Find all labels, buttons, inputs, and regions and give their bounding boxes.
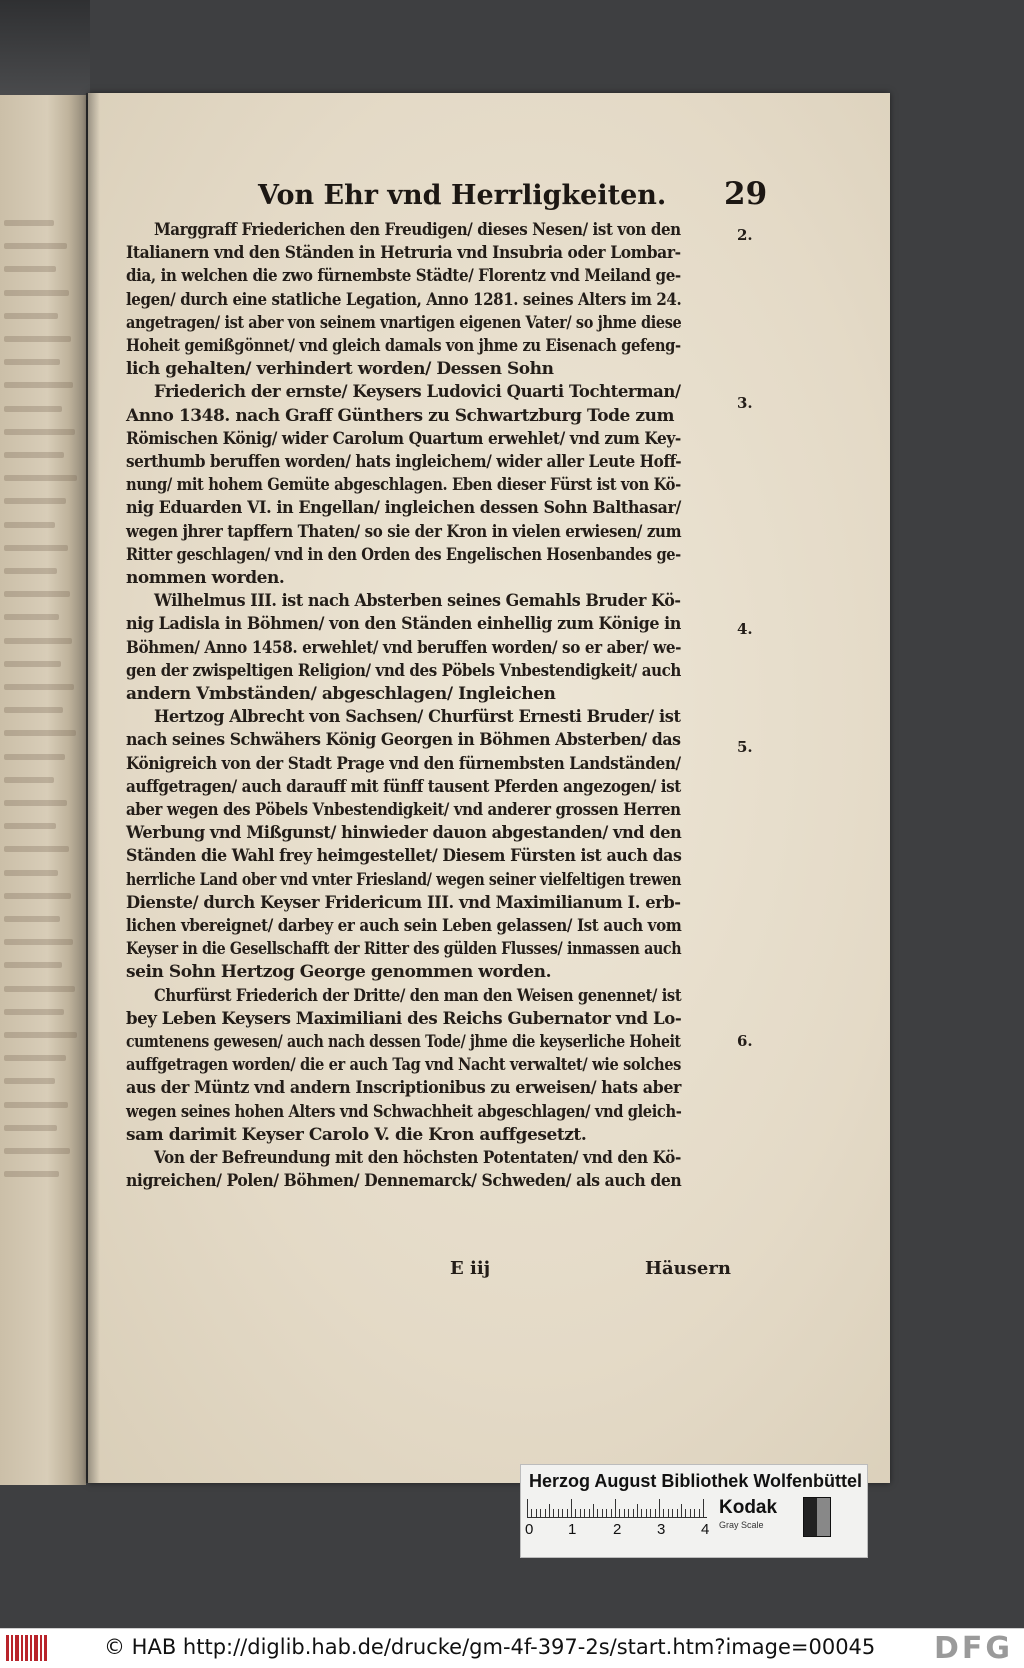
ruler-tick [646,1509,647,1517]
ruler-tick [536,1509,537,1517]
ruler-tick [562,1509,563,1517]
text-line: Dienste/ durch Keyser Fridericum III. vnd Maximilianum I. erb- [126,892,681,913]
facing-page-bleed [4,800,67,806]
text-line: wegen seines hohen Alters vnd Schwachheit abgeschlagen/ vnd gleich- [126,1101,682,1122]
margin-number: 5. [737,738,753,756]
ruler-tick [602,1509,603,1517]
facing-page-bleed [4,545,68,551]
gray-patch [803,1497,831,1537]
ruler-tick [668,1509,669,1517]
logo-bar [34,1635,38,1661]
ruler-tick [672,1509,673,1517]
ruler-tick [685,1509,686,1517]
text-line: wegen jhrer tapffern Thaten/ so sie der Kron in vielen erwiesen/ zum [126,521,682,542]
ruler-tick [663,1509,664,1517]
facing-page-bleed [4,591,70,597]
page-gutter-shadow [86,93,100,1483]
text-line: Keyser in die Gesellschafft der Ritter des gülden Flusses/ inmassen auch [126,939,682,960]
ruler-tick [690,1509,691,1517]
facing-page-bleed [4,823,56,829]
text-line: serthumb beruffen worden/ hats ingleichem/ wider aller Leute Hoff- [126,452,682,472]
ruler-tick [589,1509,590,1517]
margin-number: 4. [737,620,753,638]
ruler-tick [611,1509,612,1517]
facing-page-bleed [4,290,69,296]
margin-number: 6. [737,1032,753,1050]
ruler-tick [628,1509,629,1517]
kodak-brand: Kodak [719,1497,778,1518]
facing-page-bleed [4,638,72,644]
logo-bar [11,1635,13,1661]
text-line: nigreichen/ Polen/ Böhmen/ Dennemarck/ Schweden/ als auch den [126,1171,682,1192]
ruler-tick [655,1509,656,1517]
text-line: aber wegen des Pöbels Vnbestendigkeit/ vnd anderer grossen Herren [126,800,681,820]
facing-page-bleed [4,661,61,667]
text-line: Ritter geschlagen/ vnd in den Orden des Engelischen Hosenbandes ge- [126,544,681,565]
facing-page-bleed [4,382,73,388]
facing-page-bleed [4,730,76,736]
ruler-tick [624,1509,625,1517]
facing-page-bleed [4,1032,77,1038]
facing-page-bleed [4,568,57,574]
page-number: 29 [724,176,768,212]
facing-page-bleed [4,754,65,760]
text-line: nung/ mit hohem Gemüte abgeschlagen. Eben dieser Fürst ist von Kö- [126,475,681,496]
library-name: Herzog August Bibliothek Wolfenbüttel [529,1471,862,1491]
text-line: Römischen König/ wider Carolum Quartum erwehlet/ vnd zum Key- [126,428,681,449]
facing-page-bleed [4,336,71,342]
scale-number: 2 [613,1521,622,1538]
ruler-tick [606,1509,607,1517]
facing-page-bleed [4,1102,68,1108]
margin-number: 2. [737,226,753,244]
ruler-tick [549,1504,550,1517]
ruler-tick [677,1509,678,1517]
logo-bar [15,1635,19,1661]
ruler-tick [571,1499,572,1517]
text-line: bey Leben Keysers Maximiliani des Reichs Gubernator vnd Lo- [126,1008,682,1029]
facing-page-bleed [4,846,69,852]
ruler-tick [659,1499,660,1517]
hab-logo-icon [6,1635,48,1661]
text-line: nig Ladisla in Böhmen/ von den Ständen einhellig zum Könige in [126,614,681,635]
text-line: Königreich von der Stadt Prage vnd den fürnembsten Landständen/ [126,753,681,774]
ruler-tick [558,1509,559,1517]
ruler-tick [531,1509,532,1517]
facing-page-bleed [4,452,64,458]
dfg-logo: DFG [934,1631,1014,1666]
facing-page-bleed [4,614,59,620]
text-line: Churfürst Friederich der Dritte/ den man den Weisen genennet/ ist [154,985,682,1006]
text-line: lichen vbereignet/ darbey er auch sein Leben gelassen/ Ist auch vom [126,916,682,936]
ruler-tick [619,1509,620,1517]
ruler-tick [553,1509,554,1517]
gray-scale-label: Gray Scale [719,1520,764,1530]
facing-page-bleed [4,684,74,690]
scale-number: 3 [657,1521,666,1538]
text-line: Böhmen/ Anno 1458. erwehlet/ vnd beruffen worden/ so er aber/ we- [126,637,681,658]
text-line: sein Sohn Hertzog George genommen worden. [126,962,552,983]
facing-page-bleed [4,1009,64,1015]
text-line: Ständen die Wahl frey heimgestellet/ Diesem Fürsten ist auch das [126,846,682,867]
footer-bar [0,1628,1024,1668]
ruler-tick [694,1509,695,1517]
logo-bar [21,1635,23,1661]
facing-page-bleed [4,777,54,783]
scale-number: 1 [568,1521,577,1538]
facing-page-bleed [4,916,60,922]
text-line: Hertzog Albrecht von Sachsen/ Churfürst Ernesti Bruder/ ist [154,707,681,728]
ruler-tick [615,1499,616,1517]
text-line: nommen worden. [126,568,285,588]
text-line: cumtenens gewesen/ auch nach dessen Tode/ jhme die keyserliche Hoheit [126,1032,681,1052]
text-line: angetragen/ ist aber von seinem vnartigen eigenen Vater/ so jhme diese [126,312,682,333]
ruler-tick [637,1504,638,1517]
text-line: Von der Befreundung mit den höchsten Potentaten/ vnd den Kö- [154,1148,681,1168]
catchword: Häusern [645,1258,731,1279]
facing-page-bleed [4,939,73,945]
text-line: herrliche Land ober vnd vnter Friesland/ wegen seiner vielfeltigen trewen [126,869,682,890]
facing-page-bleed [4,986,75,992]
ruler-tick [584,1509,585,1517]
logo-bar [6,1635,9,1661]
ruler-tick [580,1509,581,1517]
logo-bar [25,1635,28,1661]
signature-mark: E iij [450,1258,491,1279]
text-line: aus der Müntz vnd andern Inscriptionibus zu erweisen/ hats aber [126,1078,682,1099]
ruler-tick [593,1504,594,1517]
ruler-tick [681,1504,682,1517]
facing-page-bleed [4,707,63,713]
logo-bar [30,1635,32,1661]
text-line: auffgetragen worden/ die er auch Tag vnd Nacht verwaltet/ wie solches [126,1055,682,1076]
facing-page-bleed [4,1055,66,1061]
ruler-tick [699,1509,700,1517]
facing-page-edge [0,95,86,1485]
facing-page-bleed [4,243,67,249]
facing-page-bleed [4,266,56,272]
facing-page-bleed [4,893,71,899]
ruler-tick [527,1499,528,1517]
dark-margin [0,0,90,100]
text-line: Anno 1348. nach Graff Günthers zu Schwartzburg Tode zum [126,405,675,426]
ruler-tick [650,1509,651,1517]
text-line: Italianern vnd den Ständen in Hetruria vnd Insubria oder Lombar- [126,243,681,264]
logo-bar [44,1635,47,1661]
facing-page-bleed [4,429,75,435]
text-line: Marggraff Friederichen den Freudigen/ dieses Nesen/ ist von den [154,220,681,240]
ruler-tick [597,1509,598,1517]
facing-page-bleed [4,220,54,226]
logo-bar [40,1635,42,1661]
running-head: Von Ehr vnd Herrligkeiten. [258,180,667,211]
facing-page-bleed [4,475,77,481]
text-line: dia, in welchen die zwo fürnembste Städte/ Florentz vnd Meiland ge- [126,266,681,287]
text-line: lich gehalten/ verhindert worden/ Dessen Sohn [126,359,554,380]
ruler-tick [575,1509,576,1517]
facing-page-bleed [4,522,55,528]
color-reference-card [520,1464,868,1558]
facing-page-bleed [4,313,58,319]
text-line: sam darimit Keyser Carolo V. die Kron auffgesetzt. [126,1124,587,1145]
text-line: auffgetragen/ auch darauff mit fünff tausent Pferden angezogen/ ist [126,776,681,797]
text-line: Hoheit gemißgönnet/ vnd gleich damals von jhme zu Eisenach gefeng- [126,336,681,356]
margin-number: 3. [737,394,753,412]
facing-page-bleed [4,962,62,968]
ruler-tick [633,1509,634,1517]
text-line: andern Vmbständen/ abgeschlagen/ Ingleichen [126,684,556,704]
facing-page-bleed [4,1171,59,1177]
facing-page-bleed [4,1148,70,1154]
scale-number: 0 [525,1521,534,1538]
text-line: nig Eduarden VI. in Engellan/ ingleichen dessen Sohn Balthasar/ [126,498,681,519]
facing-page-bleed [4,1125,57,1131]
text-line: legen/ durch eine statliche Legation, Anno 1281. seines Alters im 24. [126,289,682,310]
ruler-tick [545,1509,546,1517]
ruler-tick [641,1509,642,1517]
facing-page-bleed [4,870,58,876]
facing-page-bleed [4,359,60,365]
facing-page-bleed [4,406,62,412]
text-line: gen der zwispeltigen Religion/ vnd des Pöbels Vnbestendigkeit/ auch [126,660,681,681]
text-line: nach seines Schwähers König Georgen in Böhmen Absterben/ das [126,730,681,751]
scale-number: 4 [701,1521,710,1538]
ruler-tick [703,1499,704,1517]
text-line: Werbung vnd Mißgunst/ hinwieder dauon abgestanden/ vnd den [126,823,682,844]
scale-ruler [527,1497,707,1518]
ruler-tick [567,1509,568,1517]
facing-page-bleed [4,1078,55,1084]
facing-page-bleed [4,498,66,504]
copyright-link[interactable]: © HAB http://diglib.hab.de/drucke/gm-4f-397-2s/start.htm?image=00045 [104,1635,876,1659]
text-line: Friederich der ernste/ Keysers Ludovici Quarti Tochterman/ [154,382,681,403]
ruler-tick [540,1509,541,1517]
text-line: Wilhelmus III. ist nach Absterben seines Gemahls Bruder Kö- [154,591,681,612]
